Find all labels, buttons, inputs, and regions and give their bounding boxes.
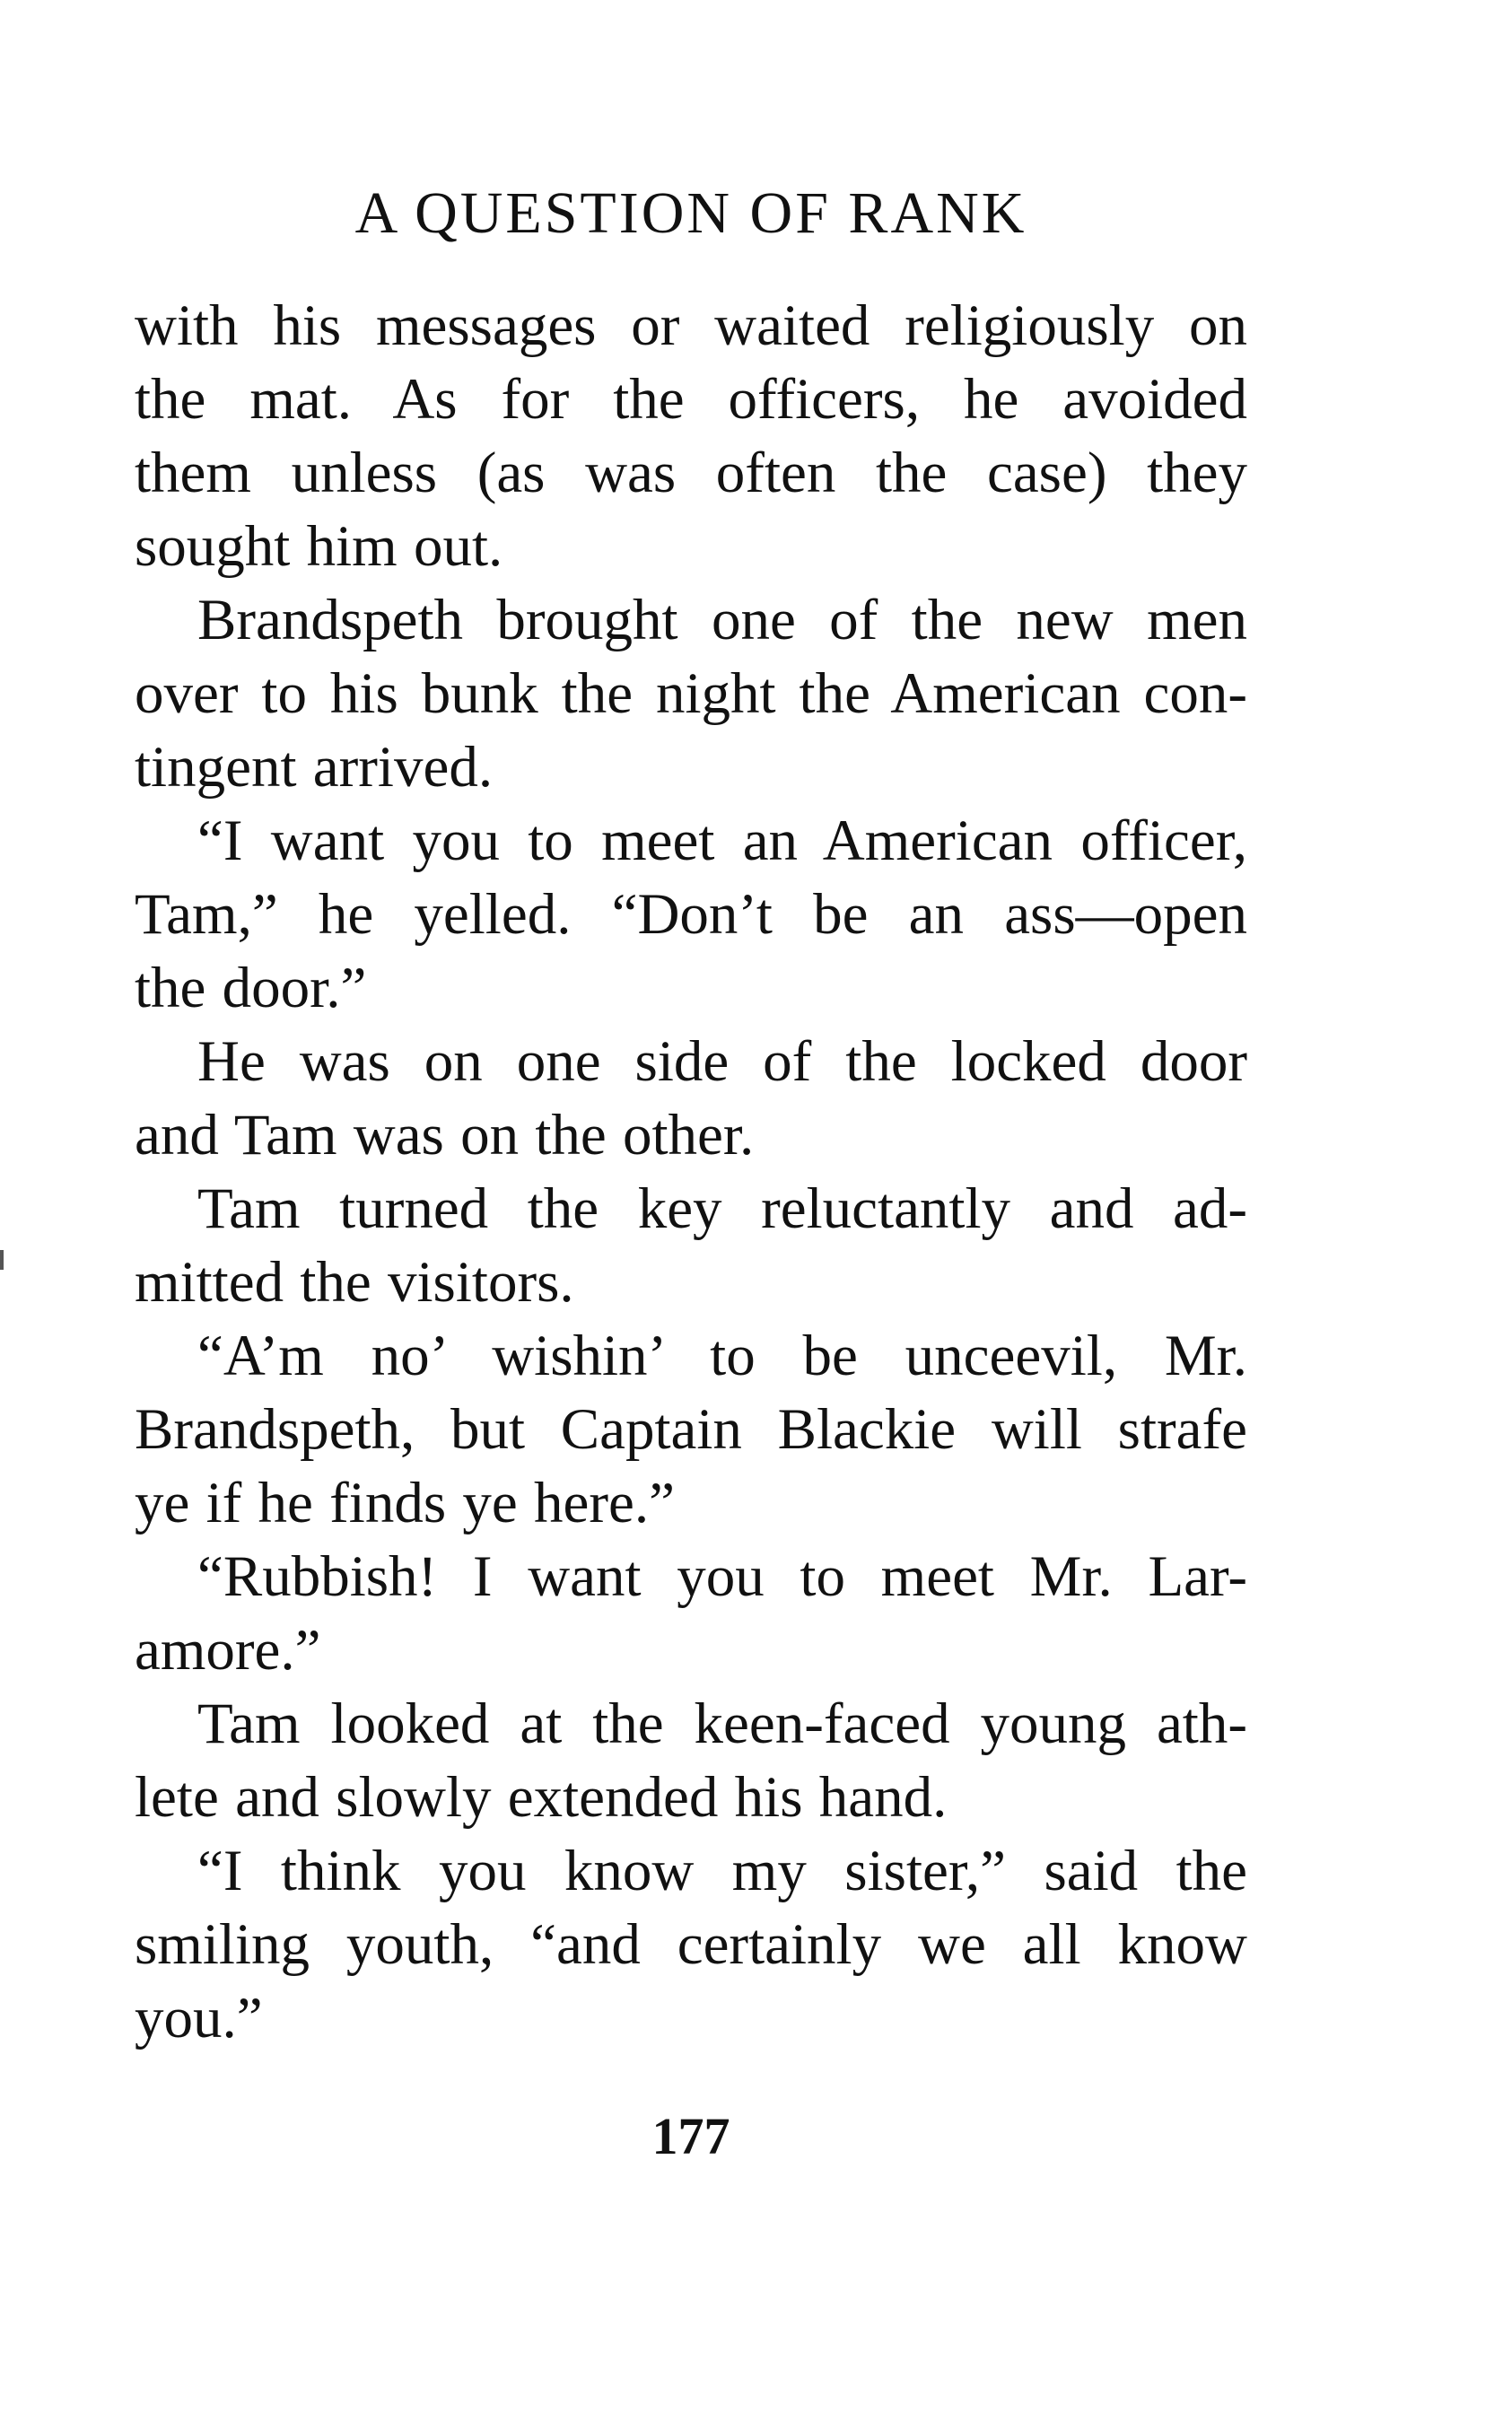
text-line: He was on one side of the locked door — [197, 1029, 1247, 1094]
text-line: the door.” — [135, 956, 367, 1020]
text-line: and Tam was on the other. — [135, 1103, 755, 1167]
text-line: you.” — [135, 1986, 263, 2050]
text-line: lete and slowly extended his hand. — [135, 1765, 948, 1830]
text-line: Brandspeth brought one of the new men — [197, 588, 1247, 652]
text-line: amore.” — [135, 1618, 321, 1683]
text-line: Tam looked at the keen-faced young ath- — [197, 1692, 1247, 1756]
running-head: A QUESTION OF RANK — [354, 180, 1027, 246]
text-line: Tam,” he yelled. “Don’t be an ass—open — [135, 882, 1247, 947]
text-line: mitted the visitors. — [135, 1250, 574, 1315]
margin-mark — [0, 1250, 4, 1270]
text-line: “I think you know my sister,” said the — [197, 1839, 1247, 1903]
text-line: Brandspeth, but Captain Blackie will strafe — [135, 1397, 1247, 1462]
text-line: them unless (as was often the case) they — [135, 441, 1247, 505]
text-line: over to his bunk the night the American con- — [135, 661, 1247, 726]
text-line: sought him out. — [135, 514, 503, 579]
text-line: “I want you to meet an American officer, — [197, 809, 1247, 873]
text-line: “A’m no’ wishin’ to be unceevil, Mr. — [197, 1324, 1247, 1388]
text-line: smiling youth, “and certainly we all know — [135, 1912, 1247, 1977]
page-number: 177 — [651, 2107, 730, 2165]
text-line: tingent arrived. — [135, 735, 494, 800]
text-line: with his messages or waited religiously on — [135, 293, 1247, 358]
text-line: Tam turned the key reluctantly and ad- — [197, 1176, 1247, 1241]
text-line: “Rubbish! I want you to meet Mr. Lar- — [197, 1544, 1247, 1609]
text-line: ye if he finds ye here.” — [135, 1471, 675, 1535]
body-text — [135, 289, 1247, 2055]
text-line: the mat. As for the officers, he avoided — [135, 367, 1247, 432]
